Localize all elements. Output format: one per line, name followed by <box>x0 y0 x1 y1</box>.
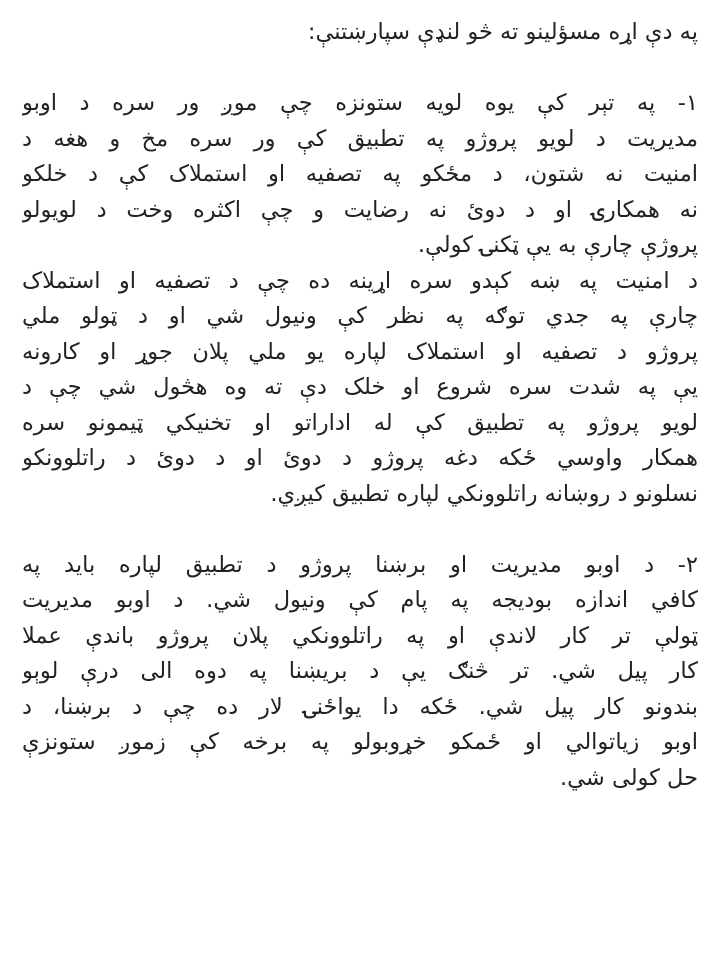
paragraph-line: نسلونو د روښانه راتلوونکي لپاره تطبیق کیږي. <box>270 480 698 507</box>
paragraph-line: نه همکارۍ او د دوئ نه رضایت و چې اکثره وخت د لویولو <box>22 196 698 223</box>
paragraph-line: یې په شدت سره شروع او خلک دې ته وه هڅول شي چې د <box>22 374 698 400</box>
paragraph-1 <box>22 86 698 264</box>
paragraph-line: ۲- د اوبو مدیریت او برښنا پروژو د تطبیق لپاره باید په <box>22 551 698 578</box>
paragraph-line: ټولې تر کار لاندې او په راتلوونکي پلان پروژو باندې عملا <box>22 622 698 649</box>
paragraph-line: مدیریت د لویو پروژو په تطبیق کې ور سره مخ و هغه د <box>22 125 698 152</box>
paragraph-line: پروژې چارې به یې ټکنۍ کولې. <box>417 232 698 258</box>
paragraph-spacer <box>22 512 698 548</box>
paragraph-line: امنیت نه شتون، د مځکو په تصفیه او استملاک کې د خلکو <box>22 161 698 187</box>
paragraph-line: بندونو کار پیل شي. ځکه دا یواځنۍ لار ده چې د برښنا، د <box>22 693 698 720</box>
paragraph-line: کافي اندازه بودیجه په پام کې ونیول شي. د اوبو مدیریت <box>22 587 698 613</box>
paragraph-line: اوبو زیاتوالي او ځمکو خړوبولو په برخه کې زموږ ستونزې <box>22 729 698 755</box>
paragraph-line: حل کولی شي. <box>560 764 698 791</box>
paragraph-line: پروژو د تصفیه او استملاک لپاره یو ملي پلان جوړ او کارونه <box>22 338 698 365</box>
paragraph-line: چارې په جدي توګه په نظر کې ونیول شي او د ټولو ملي <box>22 303 698 329</box>
paragraph-3 <box>22 548 698 797</box>
paragraph-line: لویو پروژو په تطبیق کې له اداراتو او تخنیکي ټیمونو سره <box>22 409 698 436</box>
paragraph-line: کار پیل شي. تر څنګ یې د بریښنا په دوه الی درې لوېو <box>22 658 698 684</box>
paragraph-spacer <box>22 51 698 87</box>
paragraph-line: همکار واوسي ځکه دغه پروژو د دوئ او د دوئ د راتلوونکو <box>22 445 698 471</box>
paragraph-2 <box>22 264 698 513</box>
paragraph-line: ۱- په تېر کې یوه لویه ستونزه چې موږ ور سره د اوبو <box>22 90 698 116</box>
document-heading: په دې اړه مسؤلینو ته څو لنډې سپارښتنې: <box>307 19 698 45</box>
paragraph-line: د امنیت په ښه کېدو سره اړینه ده چې د تصفیه او استملاک <box>22 267 698 294</box>
